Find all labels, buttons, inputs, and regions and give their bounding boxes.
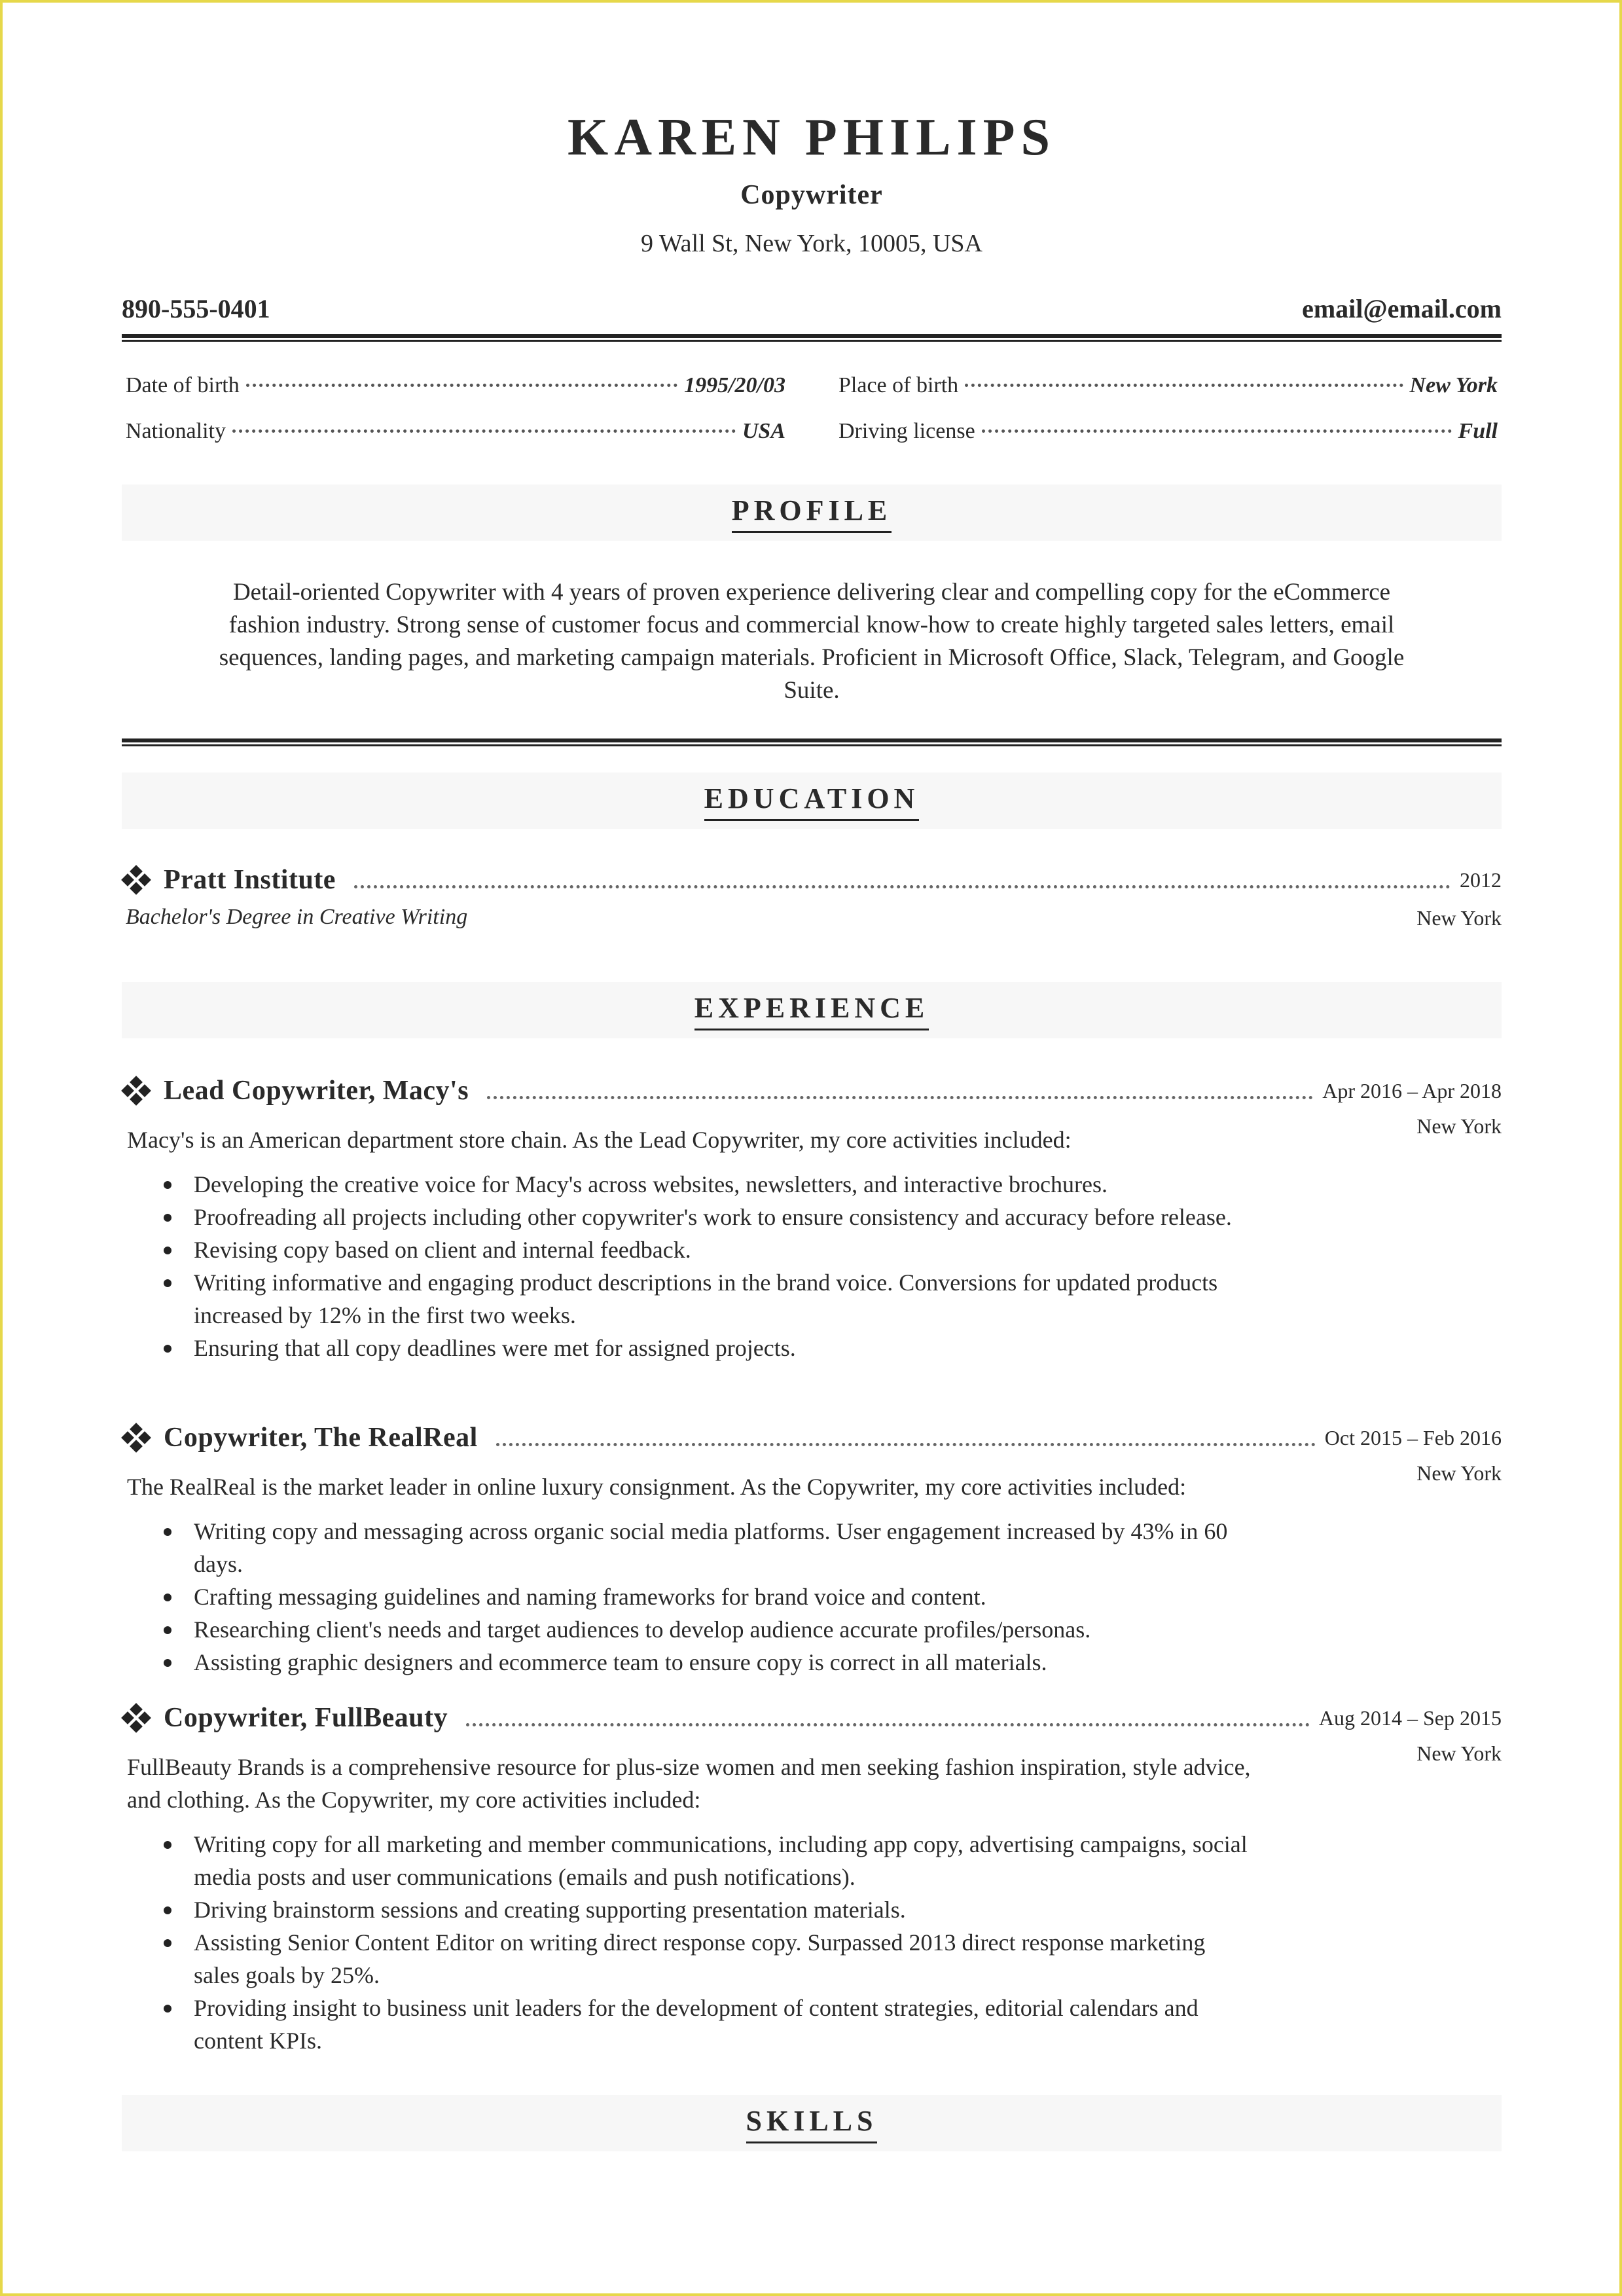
- list-item: Ensuring that all copy deadlines were met for assigned projects.: [194, 1332, 1253, 1364]
- job-dates: Oct 2015 – Feb 2016: [1324, 1425, 1502, 1449]
- list-item: Writing informative and engaging product descriptions in the brand voice. Conversions for updated products increased by 12% in the first two weeks.: [194, 1266, 1253, 1332]
- list-item: Revising copy based on client and internal feedback.: [194, 1233, 1253, 1266]
- list-item: Driving brainstorm sessions and creating supporting presentation materials.: [194, 1893, 1253, 1926]
- job-bullets: [127, 1828, 1253, 2057]
- job-dates: Aug 2014 – Sep 2015: [1318, 1705, 1502, 1730]
- pob-label: Place of birth: [838, 373, 959, 397]
- address: 9 Wall St, New York, 10005, USA: [641, 230, 982, 257]
- leader-dots: [354, 885, 1451, 888]
- job-entry: [122, 1698, 1502, 1738]
- profile-line: fashion industry. Strong sense of customer focus and commercial know-how to create highly targeted sales letters, email: [228, 611, 1395, 638]
- job-title: Copywriter, FullBeauty: [164, 1703, 448, 1733]
- profile-summary: [157, 576, 1466, 707]
- bullet-diamond-icon: [122, 1423, 151, 1452]
- list-item: Proofreading all projects including other copywriter's work to ensure consistency and accuracy before release.: [194, 1201, 1253, 1233]
- dob-label: Date of birth: [126, 373, 240, 397]
- education-location: New York: [1416, 906, 1502, 930]
- leader-dots: [466, 1723, 1310, 1726]
- list-item: Crafting messaging guidelines and naming frameworks for brand voice and content.: [194, 1580, 1253, 1613]
- header-divider: [122, 334, 1502, 342]
- bullet-diamond-icon: [122, 866, 151, 894]
- graduation-year: 2012: [1460, 867, 1502, 892]
- education-heading: EDUCATION: [704, 782, 920, 821]
- job-location: New York: [1416, 1461, 1502, 1485]
- profile-section-header: [122, 484, 1502, 541]
- job-entry: [122, 1418, 1502, 1457]
- list-item: Writing copy and messaging across organic social media platforms. User engagement increased by 43% in 60 days.: [194, 1515, 1253, 1580]
- experience-section-header: [122, 982, 1502, 1038]
- nationality-value: USA: [742, 419, 785, 443]
- leader-dots: [246, 384, 677, 387]
- degree: Bachelor's Degree in Creative Writing: [126, 905, 468, 929]
- list-item: Assisting graphic designers and ecommerce team to ensure copy is correct in all materials.: [194, 1646, 1253, 1679]
- job-bullets: [127, 1168, 1253, 1364]
- license-value: Full: [1458, 419, 1498, 443]
- education-entry: [122, 860, 1502, 900]
- leader-dots: [232, 429, 736, 433]
- nationality-row: [126, 419, 785, 452]
- job-title: Copywriter: [740, 180, 883, 210]
- dob-value: 1995/20/03: [684, 373, 785, 397]
- section-divider: [122, 738, 1502, 746]
- skills-section-header: [122, 2095, 1502, 2151]
- profile-line: Detail-oriented Copywriter with 4 years of proven experience delivering clear and compelling copy for the eCommerce: [232, 579, 1391, 606]
- job-description: FullBeauty Brands is a comprehensive resource for plus-size women and men seeking fashion inspiration, style advice, and clothing. As the Copywriter, my core activities included:: [127, 1754, 1251, 1813]
- license-row: [838, 419, 1498, 452]
- skills-heading: SKILLS: [746, 2104, 878, 2143]
- experience-heading: EXPERIENCE: [694, 991, 929, 1030]
- school-name: Pratt Institute: [164, 865, 336, 895]
- job-description: The RealReal is the market leader in online luxury consignment. As the Copywriter, my core activities included:: [127, 1474, 1187, 1500]
- pob-row: [838, 373, 1498, 406]
- leader-dots: [982, 429, 1452, 433]
- candidate-name: KAREN PHILIPS: [568, 109, 1056, 166]
- dob-row: [126, 373, 785, 406]
- profile-line: sequences, landing pages, and marketing campaign materials. Proficient in Microsoft Office, Slack, Telegram, and Google: [219, 644, 1405, 671]
- list-item: Developing the creative voice for Macy's across websites, newsletters, and interactive brochures.: [194, 1168, 1253, 1201]
- nationality-label: Nationality: [126, 419, 226, 443]
- job-title: Lead Copywriter, Macy's: [164, 1076, 469, 1106]
- email-address: email@email.com: [1302, 294, 1502, 323]
- list-item: Researching client's needs and target audiences to develop audience accurate profiles/personas.: [194, 1613, 1253, 1646]
- job-entry: [122, 1071, 1502, 1110]
- bullet-diamond-icon: [122, 1076, 151, 1105]
- list-item: Writing copy for all marketing and member communications, including app copy, advertising campaigns, social media posts and user communications (emails and push notifications).: [194, 1828, 1253, 1893]
- job-location: New York: [1416, 1741, 1502, 1765]
- profile-line: Suite.: [784, 677, 840, 704]
- leader-dots: [965, 384, 1403, 387]
- leader-dots: [487, 1096, 1313, 1099]
- job-dates: Apr 2016 – Apr 2018: [1322, 1078, 1502, 1102]
- education-section-header: [122, 773, 1502, 829]
- job-description: Macy's is an American department store chain. As the Lead Copywriter, my core activities included:: [127, 1127, 1072, 1153]
- job-location: New York: [1416, 1114, 1502, 1138]
- profile-heading: PROFILE: [732, 494, 892, 533]
- job-bullets: [127, 1515, 1253, 1679]
- list-item: Providing insight to business unit leaders for the development of content strategies, editorial calendars and content KPIs.: [194, 1992, 1253, 2057]
- pob-value: New York: [1409, 373, 1498, 397]
- job-title: Copywriter, The RealReal: [164, 1423, 478, 1453]
- leader-dots: [496, 1443, 1316, 1446]
- phone-number: 890-555-0401: [122, 294, 270, 323]
- list-item: Assisting Senior Content Editor on writing direct response copy. Surpassed 2013 direct response marketing sales goals by 25%.: [194, 1926, 1253, 1992]
- license-label: Driving license: [838, 419, 975, 443]
- bullet-diamond-icon: [122, 1704, 151, 1732]
